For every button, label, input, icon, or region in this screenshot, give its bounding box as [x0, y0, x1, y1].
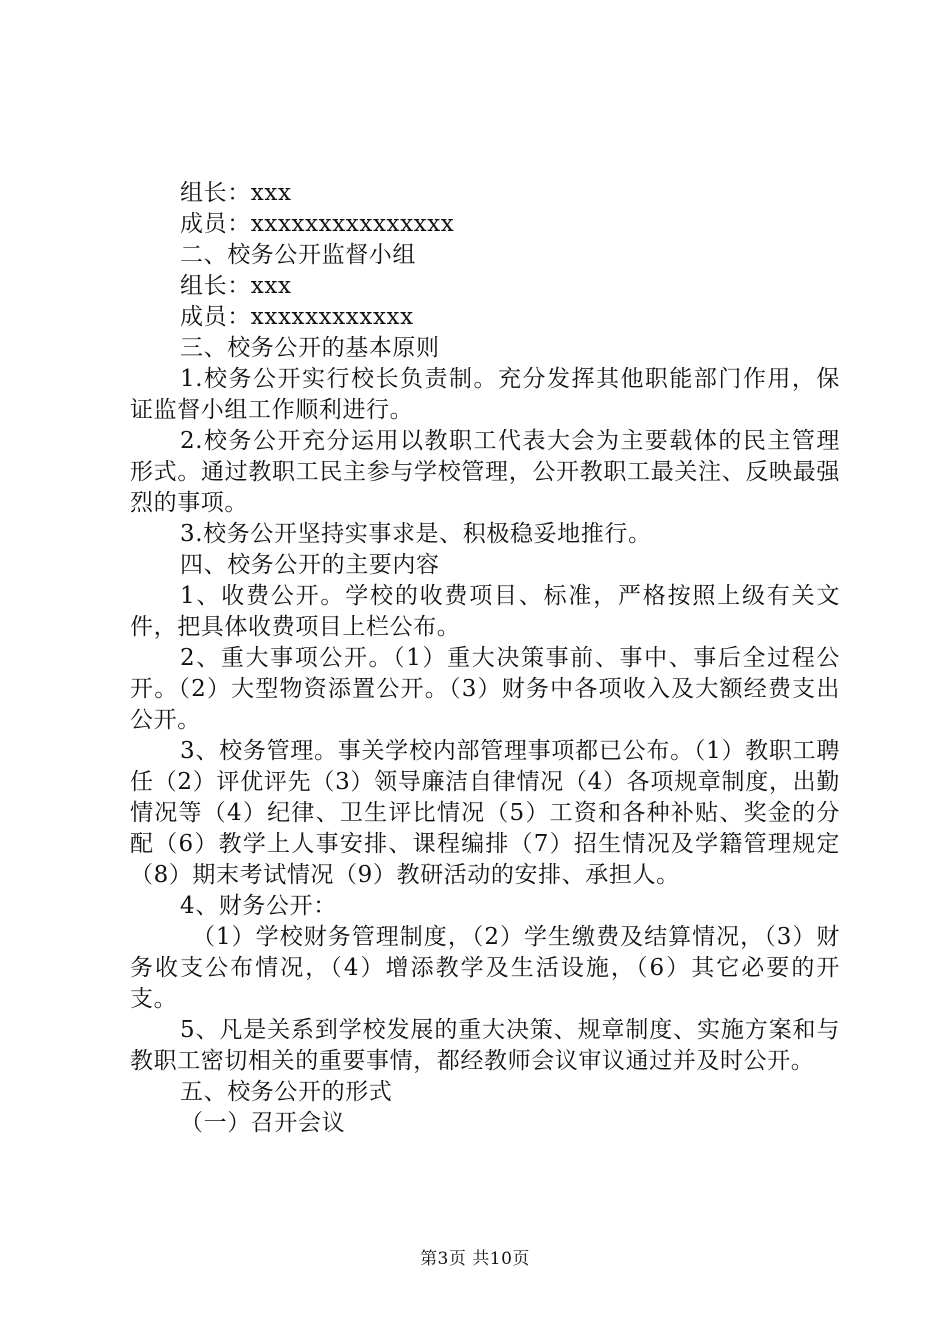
paragraph-principle-3: 3.校务公开坚持实事求是、积极稳妥地推行。 — [180, 521, 652, 547]
paragraph-content-3: 3、校务管理。事关学校内部管理事项都已公布。（1）教职工聘任（2）评优评先（3）领导廉洁自律情况（4）各项规章制度，出勤情况等（4）纪律、卫生评比情况（5）工资和各种补贴、奖金的分配（6）教学上人事安排、课程编排（7）招生情况及学籍管理规定（8）期末考试情况（9）教研活动的安排、承担人。 — [130, 738, 840, 888]
paragraph-leader-1: 组长：xxx — [180, 180, 292, 206]
paragraph-content-1: 1、收费公开。学校的收费项目、标准，严格按照上级有关文件，把具体收费项目上栏公布。 — [130, 583, 840, 640]
paragraph-content-4-detail: （1）学校财务管理制度，（2）学生缴费及结算情况，（3）财务收支公布情况，（4）增添教学及生活设施，（6）其它必要的开支。 — [130, 924, 840, 1012]
heading-main-content: 四、校务公开的主要内容 — [180, 552, 440, 578]
paragraph-content-4: 4、财务公开： — [180, 893, 337, 919]
paragraph-principle-2: 2.校务公开充分运用以教职工代表大会为主要载体的民主管理形式。通过教职工民主参与学校管理，公开教职工最关注、反映最强烈的事项。 — [130, 428, 840, 516]
heading-supervision-group: 二、校务公开监督小组 — [180, 242, 416, 268]
paragraph-principle-1: 1.校务公开实行校长负责制。充分发挥其他职能部门作用，保证监督小组工作顺利进行。 — [130, 366, 840, 423]
paragraph-content-5: 5、凡是关系到学校发展的重大决策、规章制度、实施方案和与教职工密切相关的重要事情，都经教师会议审议通过并及时公开。 — [130, 1017, 840, 1074]
heading-disclosure-forms: 五、校务公开的形式 — [180, 1079, 393, 1105]
page-number-footer: 第3页 共10页 — [420, 1249, 530, 1269]
document-body — [130, 178, 840, 1139]
paragraph-leader-2: 组长：xxx — [180, 273, 292, 299]
paragraph-content-2: 2、重大事项公开。（1）重大决策事前、事中、事后全过程公开。（2）大型物资添置公开。（3）财务中各项收入及大额经费支出公开。 — [130, 645, 840, 733]
heading-basic-principles: 三、校务公开的基本原则 — [180, 335, 440, 361]
paragraph-members-1: 成员：xxxxxxxxxxxxxxx — [180, 211, 455, 237]
paragraph-members-2: 成员：xxxxxxxxxxxx — [180, 304, 414, 330]
paragraph-form-1: （一）召开会议 — [180, 1110, 346, 1136]
